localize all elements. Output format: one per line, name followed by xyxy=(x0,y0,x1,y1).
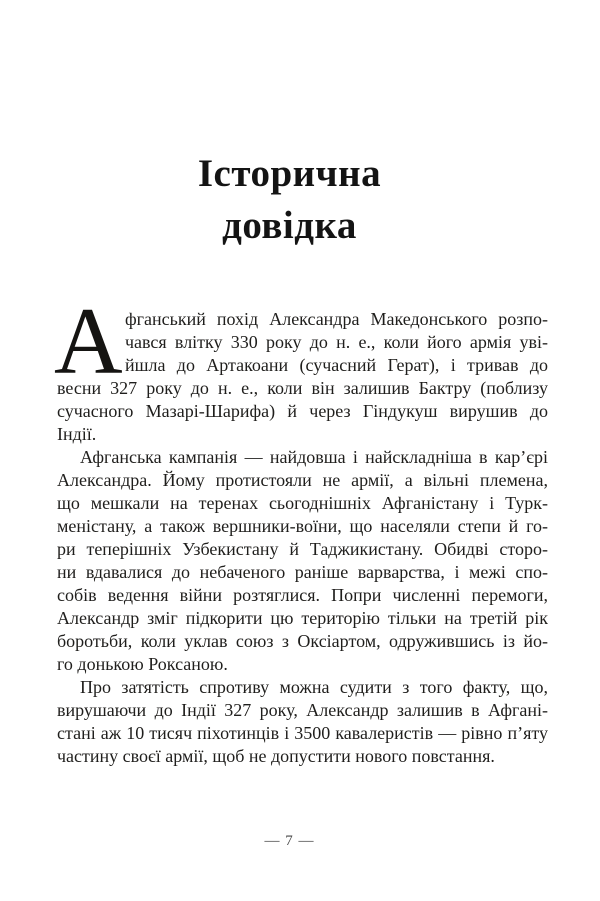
paragraph xyxy=(54,288,548,446)
page-title xyxy=(44,148,535,252)
text-line: Афганська кампанія — найдовша і найскладніша в кар’єрі xyxy=(80,447,548,467)
text-line: Про затятість спротиву можна судити з того факту, що, xyxy=(80,677,548,697)
text-line: меністану, а також вершники-воїни, що населяли степи й го- xyxy=(57,516,548,536)
body-text xyxy=(54,288,548,768)
text-line: вирушаючи до Індії 327 року, Александр залишив в Афгані- xyxy=(57,700,548,720)
text-line: Александра. Йому протистояли не армії, а вільні племена, xyxy=(57,470,548,490)
text-line: весни 327 року до н. е., коли він залишив Бактру (поблизу xyxy=(57,378,548,398)
text-line: стані аж 10 тисяч піхотинців і 3500 кавалеристів — рівно п’яту xyxy=(57,723,548,743)
page-number: — 7 — xyxy=(264,833,315,849)
text-line: чався влітку 330 року до н. е., коли його армія уві- xyxy=(125,332,548,352)
drop-cap: А xyxy=(54,288,123,394)
title-line-2: довідка xyxy=(222,204,357,247)
text-line: сучасного Мазарі-Шарифа) й через Гіндукуш вирушив до xyxy=(57,401,548,421)
text-line: йшла до Артакоани (сучасний Герат), і тривав до xyxy=(125,355,548,375)
text-line: що мешкали на теренах сьогоднішніх Афганістану і Турк- xyxy=(57,493,548,513)
text-line: го донькою Роксаною. xyxy=(57,654,228,674)
text-line: ни вдавалися до небаченого раніше варварства, і межі спо- xyxy=(57,562,548,582)
paragraph xyxy=(57,676,548,768)
text-line: фганський похід Александра Македонського розпо- xyxy=(125,309,548,329)
text-line: Александр зміг підкорити цю територію тільки на третій рік xyxy=(57,608,548,628)
text-line: частину своєї армії, щоб не допустити нового повстання. xyxy=(57,746,495,766)
text-line: собів ведення війни розтяглися. Попри численні перемоги, xyxy=(57,585,548,605)
title-line-1: Історична xyxy=(197,152,382,195)
page-footer xyxy=(44,833,535,850)
text-line: боротьби, коли уклав союз з Оксіартом, одружившись із йо- xyxy=(57,631,548,651)
text-line: Індії. xyxy=(57,424,97,444)
paragraph xyxy=(57,446,548,676)
text-line: ри теперішніх Узбекистану й Таджикистану. Обидві сторо- xyxy=(57,539,548,559)
